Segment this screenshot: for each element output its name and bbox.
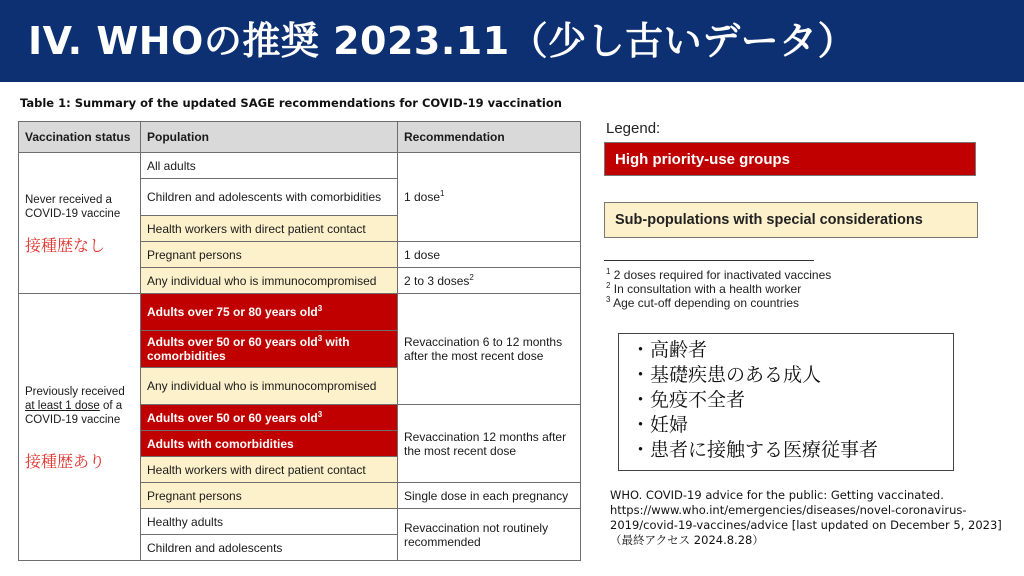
- population-cell: Health workers with direct patient contact: [141, 457, 398, 483]
- source-citation: WHO. COVID-19 advice for the public: Getting vaccinated. https://www.who.int/emergencies/diseases/novel-coronavirus-2019/covid-19-vaccines/advice [last updated on December 5, 2023]（最終アクセス 2024.8.28）: [610, 488, 1002, 547]
- population-cell: Any individual who is immunocompromised: [141, 368, 398, 405]
- population-cell: Any individual who is immunocompromised: [141, 268, 398, 294]
- list-item: ・高齢者: [631, 339, 708, 361]
- status-previously-vaccinated: Previously received at least 1 dose of a COVID-19 vaccine 接種歴あり: [19, 294, 141, 561]
- table-row: [19, 153, 581, 179]
- title-banner: [0, 0, 1024, 82]
- page-title: IV. WHOの推奨 2023.11（少し古いデータ）: [28, 19, 857, 63]
- header-recommendation: Recommendation: [398, 122, 581, 153]
- list-item: ・免疫不全者: [631, 389, 746, 411]
- header-vaccination-status: Vaccination status: [19, 122, 141, 153]
- population-cell: All adults: [141, 153, 398, 179]
- recommendation-cell: 2 to 3 doses$^2$: [398, 268, 581, 294]
- legend-high-priority: High priority-use groups: [604, 142, 976, 176]
- recommendation-cell: Revaccination 6 to 12 months after the most recent dose: [398, 294, 581, 405]
- header-population: Population: [141, 122, 398, 153]
- list-item: ・妊婦: [631, 414, 689, 436]
- population-cell: Adults over 50 or 60 years old$^3$ with comorbidities: [141, 331, 398, 368]
- recommendation-cell: 1 dose$^1$: [398, 153, 581, 242]
- sage-recommendations-table: [18, 121, 581, 561]
- population-cell: Adults over 50 or 60 years old$^3$: [141, 405, 398, 431]
- footnote: $^2$ In consultation with a health worker: [606, 281, 802, 296]
- recommendation-cell: Revaccination not routinely recommended: [398, 509, 581, 561]
- status-note-previous: 接種歴あり: [25, 452, 106, 471]
- table-caption: Table 1: Summary of the updated SAGE recommendations for COVID-19 vaccination: [20, 96, 562, 110]
- legend-sub-populations: Sub-populations with special considerations: [604, 202, 978, 238]
- population-cell: Pregnant persons: [141, 483, 398, 509]
- recommendation-cell: Single dose in each pregnancy: [398, 483, 581, 509]
- recommendation-cell: Revaccination 12 months after the most recent dose: [398, 405, 581, 483]
- footnotes: [606, 268, 831, 310]
- population-cell: Children and adolescents: [141, 535, 398, 561]
- list-item: ・患者に接触する医療従事者: [631, 439, 879, 461]
- status-text: Previously received: [25, 386, 125, 398]
- high-priority-summary-box: [618, 333, 954, 471]
- table-row: [19, 294, 581, 331]
- status-never-vaccinated: [19, 153, 141, 294]
- status-text-underlined: at least 1 dose: [25, 400, 100, 412]
- status-text: Never received a: [25, 194, 112, 206]
- status-text: COVID-19 vaccine: [25, 414, 121, 426]
- population-cell: Adults with comorbidities: [141, 431, 398, 457]
- population-cell: Pregnant persons: [141, 242, 398, 268]
- population-cell: Health workers with direct patient contact: [141, 216, 398, 242]
- table-header-row: [19, 122, 581, 153]
- footnote: $^3$ Age cut-off depending on countries: [606, 295, 800, 310]
- population-cell: Children and adolescents with comorbidities: [141, 179, 398, 216]
- list-item: ・基礎疾患のある成人: [631, 364, 822, 386]
- recommendation-cell: 1 dose: [398, 242, 581, 268]
- status-text: COVID-19 vaccine: [25, 208, 121, 220]
- legend-title: Legend:: [606, 120, 661, 137]
- footnote-divider: [604, 260, 814, 261]
- population-cell: Adults over 75 or 80 years old$^3$: [141, 294, 398, 331]
- status-note-never: 接種歴なし: [25, 236, 106, 255]
- footnote: $^1$ 2 doses required for inactivated vaccines: [606, 267, 832, 282]
- population-cell: Healthy adults: [141, 509, 398, 535]
